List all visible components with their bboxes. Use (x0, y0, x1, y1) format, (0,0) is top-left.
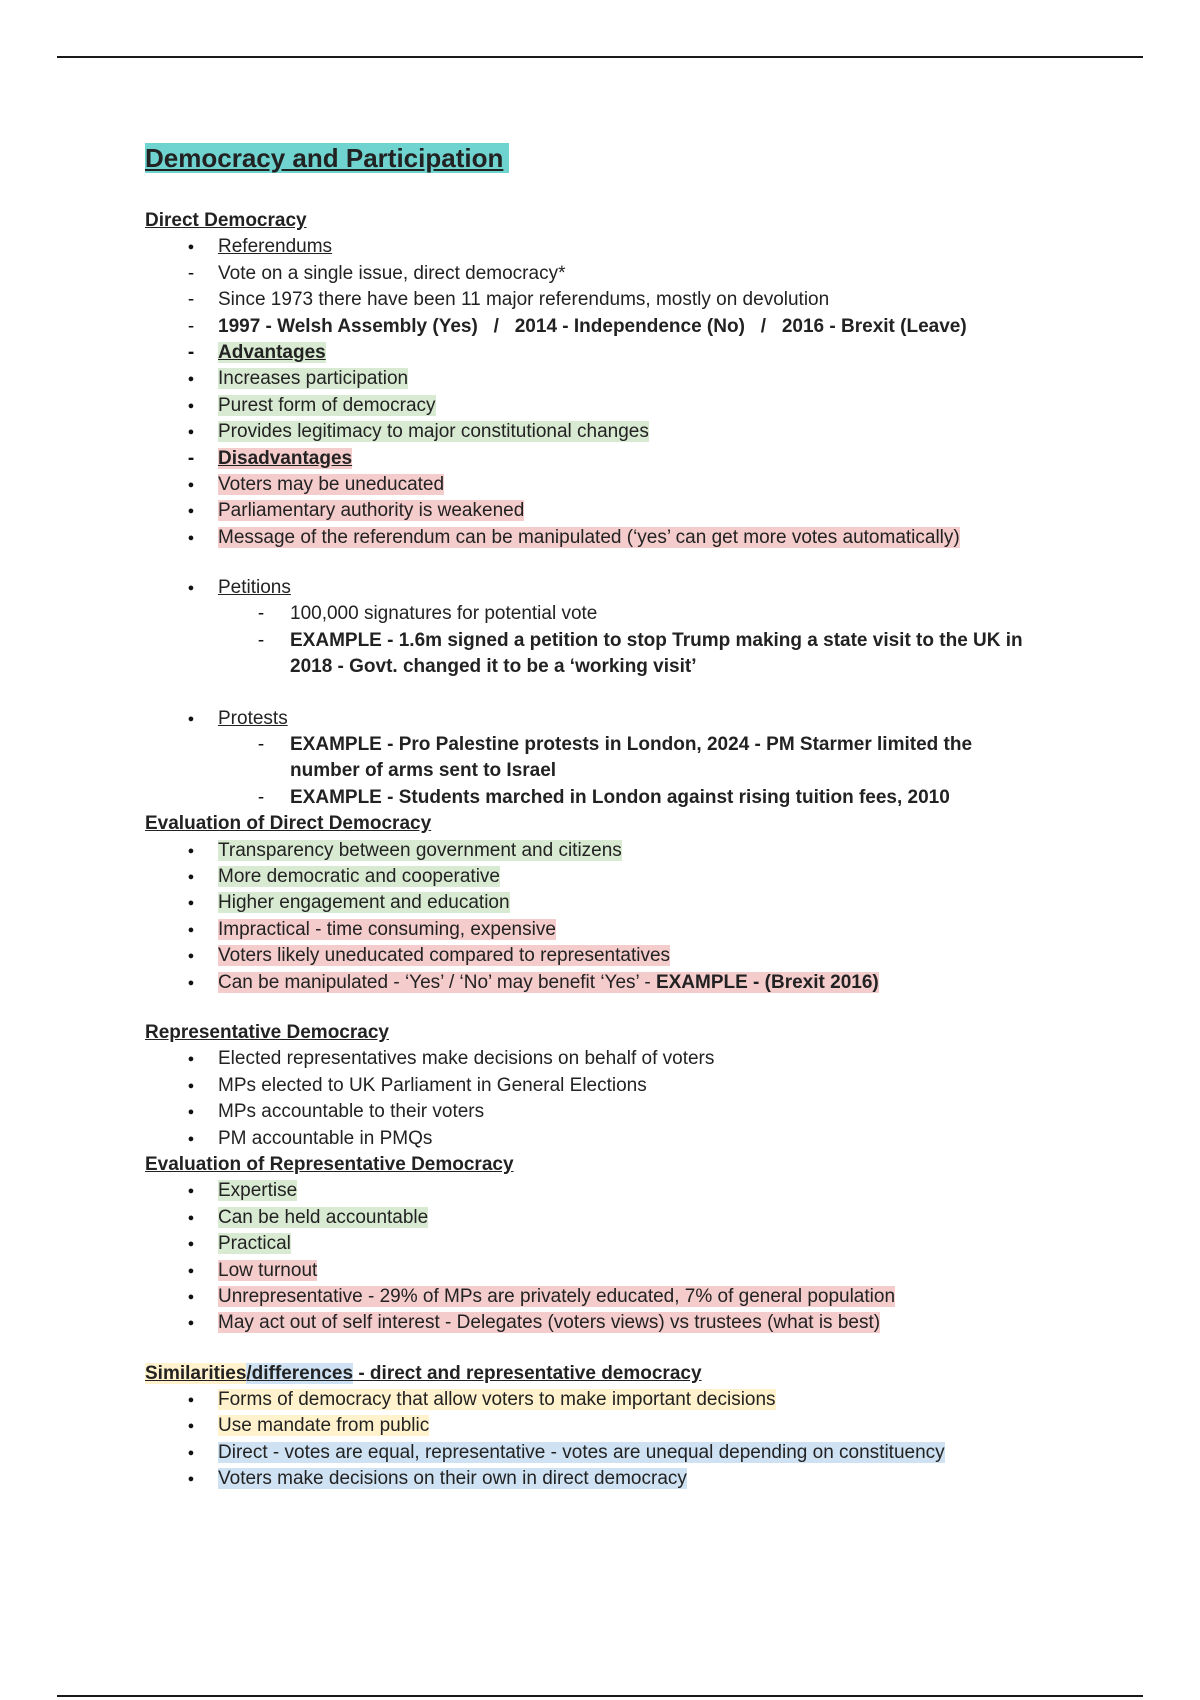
list-item: ● More democratic and cooperative (145, 864, 1105, 890)
list-item: ● MPs accountable to their voters (145, 1099, 1105, 1125)
list-item: - 100,000 signatures for potential vote (145, 601, 1105, 627)
spacer (145, 1337, 1105, 1361)
document-body (145, 143, 1105, 1493)
list-item: ● Unrepresentative - 29% of MPs are privately educated, 7% of general population (145, 1284, 1105, 1310)
spacer (145, 551, 1105, 575)
list-item: ● May act out of self interest - Delegates (voters views) vs trustees (what is best) (145, 1310, 1105, 1336)
list-item: ● Practical (145, 1231, 1105, 1257)
list-item: ● Use mandate from public (145, 1413, 1105, 1439)
list-item-referendum-examples: - 1997 - Welsh Assembly (Yes) / 2014 - Independence (No) / 2016 - Brexit (Leave) (145, 314, 1105, 340)
list-item: ● Higher engagement and education (145, 890, 1105, 916)
list-item: ● Impractical - time consuming, expensive (145, 917, 1105, 943)
list-item-petitions: ● Petitions (145, 575, 1105, 601)
list-item-petition-example: - EXAMPLE - 1.6m signed a petition to stop Trump making a state visit to the UK in 2018 - Govt. changed it to be a ‘working visit’ (145, 628, 1035, 681)
list-item: ● Low turnout (145, 1258, 1105, 1284)
list-item: ● Voters likely uneducated compared to representatives (145, 943, 1105, 969)
list-item: ● Elected representatives make decisions on behalf of voters (145, 1046, 1105, 1072)
list-item: ● Provides legitimacy to major constitutional changes (145, 419, 1105, 445)
list-item: ● Forms of democracy that allow voters to make important decisions (145, 1387, 1105, 1413)
list-item-referendums: ● Referendums (145, 234, 1105, 260)
spacer (145, 681, 1105, 706)
list-item: - Vote on a single issue, direct democracy* (145, 261, 1105, 287)
section-heading-eval-direct: Evaluation of Direct Democracy (145, 813, 432, 835)
list-item: ● Increases participation (145, 366, 1105, 392)
bottom-rule (57, 1695, 1143, 1697)
bullet-icon (181, 234, 201, 262)
list-item-disadvantages: - Disadvantages (145, 446, 1105, 472)
list-item: - Since 1973 there have been 11 major referendums, mostly on devolution (145, 287, 1105, 313)
section-heading-direct-democracy: Direct Democracy (145, 210, 307, 231)
page-title: Democracy and Participation (145, 143, 1105, 174)
list-item: ● Voters may be uneducated (145, 472, 1105, 498)
section-heading-similarities: Similarities/differences - direct and representative democracy (145, 1362, 702, 1384)
list-item: ● Message of the referendum can be manipulated (‘yes’ can get more votes automatically) (145, 525, 1105, 551)
list-item: ● Voters make decisions on their own in direct democracy (145, 1466, 1105, 1492)
list-item-protests: ● Protests (145, 706, 1105, 732)
list-item: ● Expertise (145, 1178, 1105, 1204)
list-item: ● Purest form of democracy (145, 393, 1105, 419)
section-heading-representative: Representative Democracy (145, 1022, 389, 1043)
list-item: ● Can be held accountable (145, 1205, 1105, 1231)
list-item: ● Can be manipulated - ‘Yes’ / ‘No’ may benefit ‘Yes’ - EXAMPLE - (Brexit 2016) (145, 970, 1105, 996)
list-item: ● Transparency between government and citizens (145, 838, 1105, 864)
list-item: ● PM accountable in PMQs (145, 1126, 1105, 1152)
list-item-protest-example: - EXAMPLE - Students marched in London against rising tuition fees, 2010 (145, 785, 1105, 811)
list-item: ● MPs elected to UK Parliament in General Elections (145, 1073, 1105, 1099)
list-item-protest-example: - EXAMPLE - Pro Palestine protests in London, 2024 - PM Starmer limited the number of arms sent to Israel (145, 732, 1030, 785)
list-item: ● Direct - votes are equal, representative - votes are unequal depending on constituency (145, 1440, 1105, 1466)
top-rule (57, 56, 1143, 58)
section-heading-eval-representative: Evaluation of Representative Democracy (145, 1153, 514, 1175)
spacer (145, 996, 1105, 1020)
list-item-advantages: - Advantages (145, 340, 1105, 366)
list-item: ● Parliamentary authority is weakened (145, 498, 1105, 524)
